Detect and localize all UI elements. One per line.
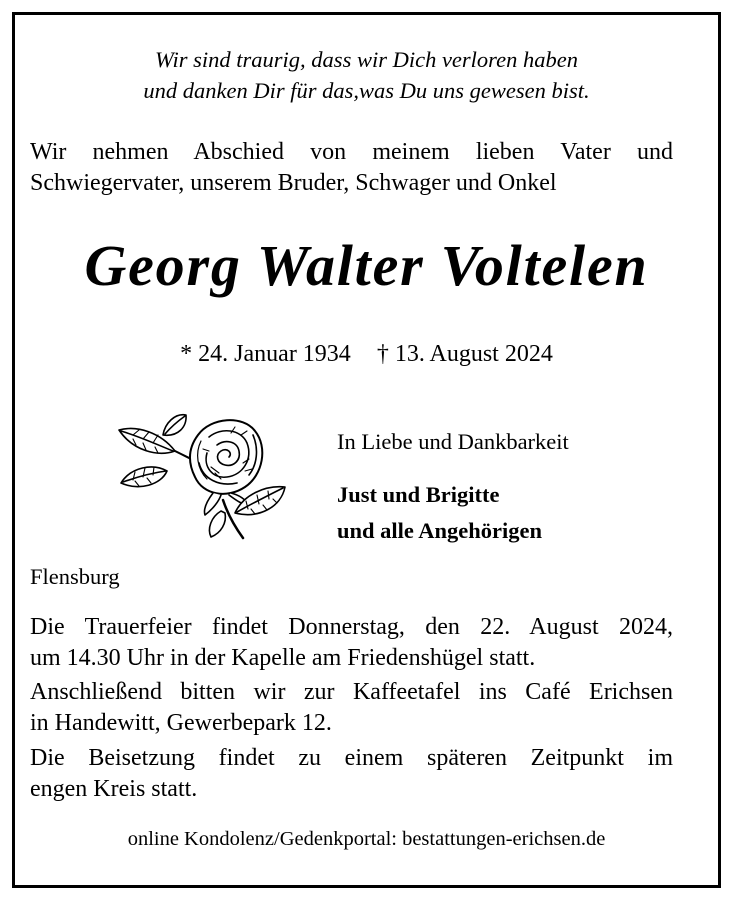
- mourners-names: [337, 477, 542, 549]
- reception-paragraph: [30, 677, 673, 739]
- birth-date: * 24. Januar 1934: [180, 341, 351, 367]
- burial-line-2: engen Kreis statt.: [30, 776, 198, 802]
- reception-line-1: Anschließend bitten wir zur Kaffeetafel ins Café Erichsen: [30, 679, 673, 705]
- deceased-name: Georg Walter Voltelen: [84, 233, 649, 298]
- mourners-line-2: und alle Angehörigen: [337, 518, 543, 543]
- intro-line-2: Schwiegervater, unserem Bruder, Schwager und Onkel: [30, 170, 557, 196]
- service-line-2: um 14.30 Uhr in der Kapelle am Friedenshügel statt.: [30, 645, 536, 671]
- city: Flensburg: [30, 564, 120, 589]
- service-paragraph: [30, 612, 673, 674]
- burial-paragraph: [30, 743, 673, 805]
- life-dates: [0, 339, 733, 369]
- mourners-line-1: Just und Brigitte: [337, 482, 500, 507]
- motto-line-1: Wir sind traurig, dass wir Dich verloren haben: [155, 47, 578, 72]
- intro-line-1: Wir nehmen Abschied von meinem lieben Vater und: [30, 139, 673, 165]
- service-line-1: Die Trauerfeier findet Donnerstag, den 22. August 2024,: [30, 614, 673, 640]
- rose-icon: [103, 405, 288, 540]
- reception-line-2: in Handewitt, Gewerbepark 12.: [30, 710, 332, 736]
- burial-line-1: Die Beisetzung findet zu einem späteren Zeitpunkt im: [30, 745, 673, 771]
- death-date: † 13. August 2024: [376, 341, 553, 367]
- motto-quote: [15, 44, 718, 106]
- mourners-intro: In Liebe und Dankbarkeit: [337, 429, 569, 454]
- intro-text: [30, 137, 673, 199]
- motto-line-2: und danken Dir für das,was Du uns gewesen bist.: [143, 78, 590, 103]
- online-condolence: online Kondolenz/Gedenkportal: bestattungen-erichsen.de: [127, 828, 606, 850]
